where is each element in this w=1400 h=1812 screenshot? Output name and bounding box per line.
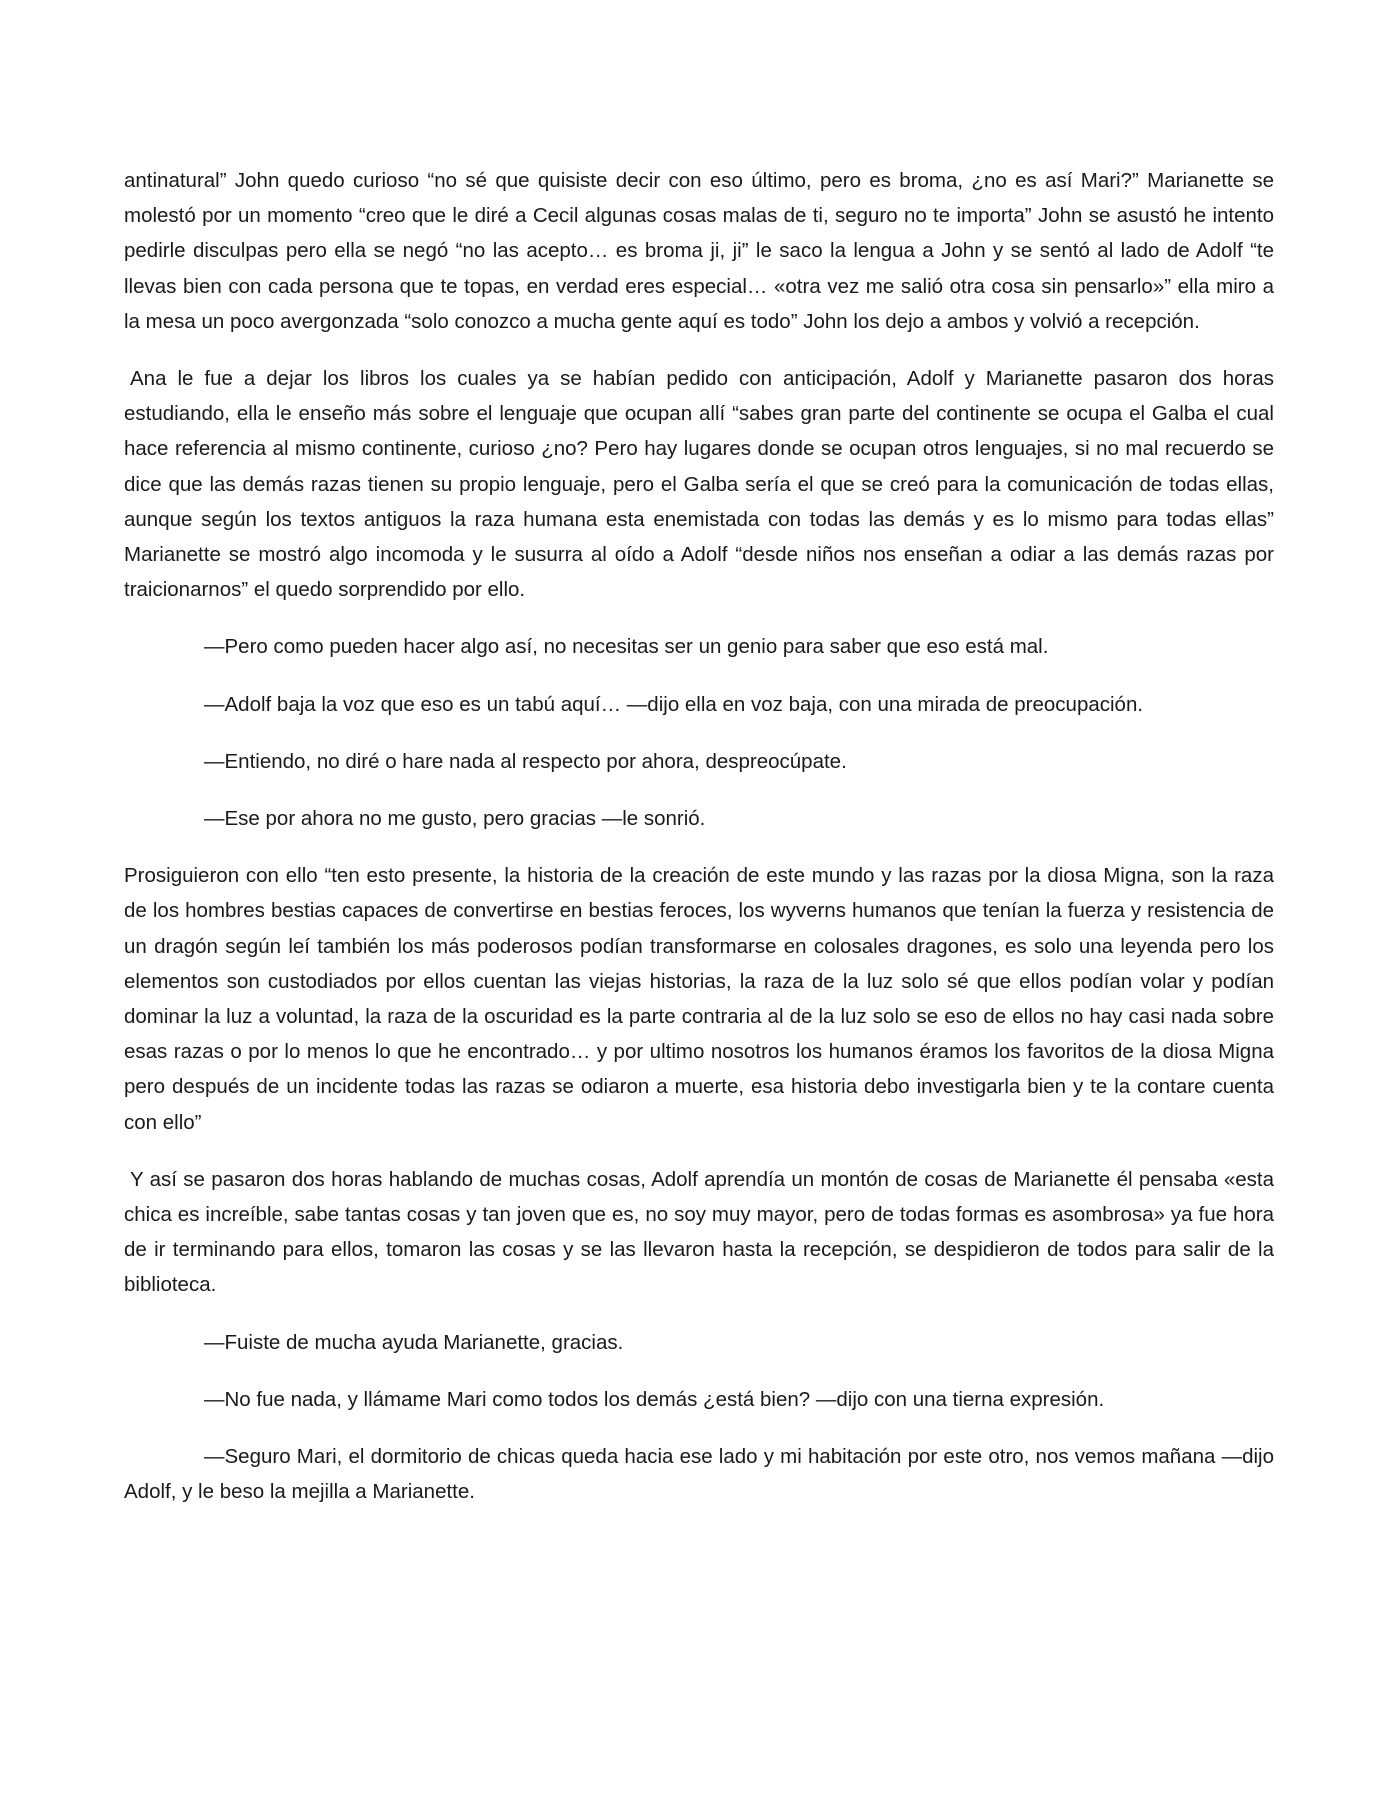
dialogue-line-1: —Pero como pueden hacer algo así, no necesitas ser un genio para saber que eso está mal. bbox=[204, 635, 1049, 659]
dialogue-line-3: —Entiendo, no diré o hare nada al respecto por ahora, despreocúpate. bbox=[204, 749, 847, 773]
document-page bbox=[124, 163, 1274, 1532]
paragraph-2: Ana le fue a dejar los libros los cuales ya se habían pedido con anticipación, Adolf y Marianette pasaron dos horas estudiando, ella le enseño más sobre el lenguaje que ocupan allí “sabes gran parte del continente se ocupa el Galba el cual hace referencia al mismo continente, curioso ¿no? Pero hay lugares donde se ocupan otros lenguajes, si no mal recuerdo se dice que las demás razas tienen su propio lenguaje, pero el Galba sería el que se creó para la comunicación de todas ellas, aunque según los textos antiguos la raza humana esta enemistada con todas las demás y es lo mismo para todas ellas” Marianette se mostró algo incomoda y le susurra al oído a Adolf “desde niños nos enseñan a odiar a las demás razas por traicionarnos” el quedo sorprendido por ello. bbox=[124, 367, 1274, 602]
dialogue-line-2: —Adolf baja la voz que eso es un tabú aquí… —dijo ella en voz baja, con una mirada de preocupación. bbox=[204, 692, 1144, 716]
dialogue-line-5: —Fuiste de mucha ayuda Marianette, gracias. bbox=[204, 1330, 624, 1354]
dialogue-line-6: —No fue nada, y llámame Mari como todos los demás ¿está bien? —dijo con una tierna expresión. bbox=[204, 1387, 1105, 1411]
dialogue-line-4: —Ese por ahora no me gusto, pero gracias —le sonrió. bbox=[204, 807, 706, 831]
paragraph-4: Y así se pasaron dos horas hablando de muchas cosas, Adolf aprendía un montón de cosas de Marianette él pensaba «esta chica es increíble, sabe tantas cosas y tan joven que es, no soy muy mayor, pero de todas formas es asombrosa» ya fue hora de ir terminando para ellos, tomaron las cosas y se las llevaron hasta la recepción, se despidieron de todos para salir de la biblioteca. bbox=[124, 1167, 1274, 1297]
paragraph-1: antinatural” John quedo curioso “no sé que quisiste decir con eso último, pero es broma, ¿no es así Mari?” Marianette se molestó por un momento “creo que le diré a Cecil algunas cosas malas de ti, seguro no te importa” John se asustó he intento pedirle disculpas pero ella se negó “no las acepto… es broma ji, ji” le saco la lengua a John y se sentó al lado de Adolf “te llevas bien con cada persona que te topas, en verdad eres especial… «otra vez me salió otra cosa sin pensarlo»” ella miro a la mesa un poco avergonzada “solo conozco a mucha gente aquí es todo” John los dejo a ambos y volvió a recepción. bbox=[124, 169, 1274, 333]
dialogue-line-7: —Seguro Mari, el dormitorio de chicas queda hacia ese lado y mi habitación por este otro, nos vemos mañana —dijo Adolf, y le beso la mejilla a Marianette. bbox=[124, 1445, 1274, 1504]
paragraph-3: Prosiguieron con ello “ten esto presente, la historia de la creación de este mundo y las razas por la diosa Migna, son la raza de los hombres bestias capaces de convertirse en bestias feroces, los wyverns humanos que tenían la fuerza y resistencia de un dragón según leí también los más poderosos podían transformarse en colosales dragones, es solo una leyenda pero los elementos son custodiados por ellos cuentan las viejas historias, la raza de la luz solo sé que ellos podían volar y podían dominar la luz a voluntad, la raza de la oscuridad es la parte contraria al de la luz solo se eso de ellos no hay casi nada sobre esas razas o por lo menos lo que he encontrado… y por ultimo nosotros los humanos éramos los favoritos de la diosa Migna pero después de un incidente todas las razas se odiaron a muerte, esa historia debo investigarla bien y te la contare cuenta con ello” bbox=[124, 864, 1274, 1134]
